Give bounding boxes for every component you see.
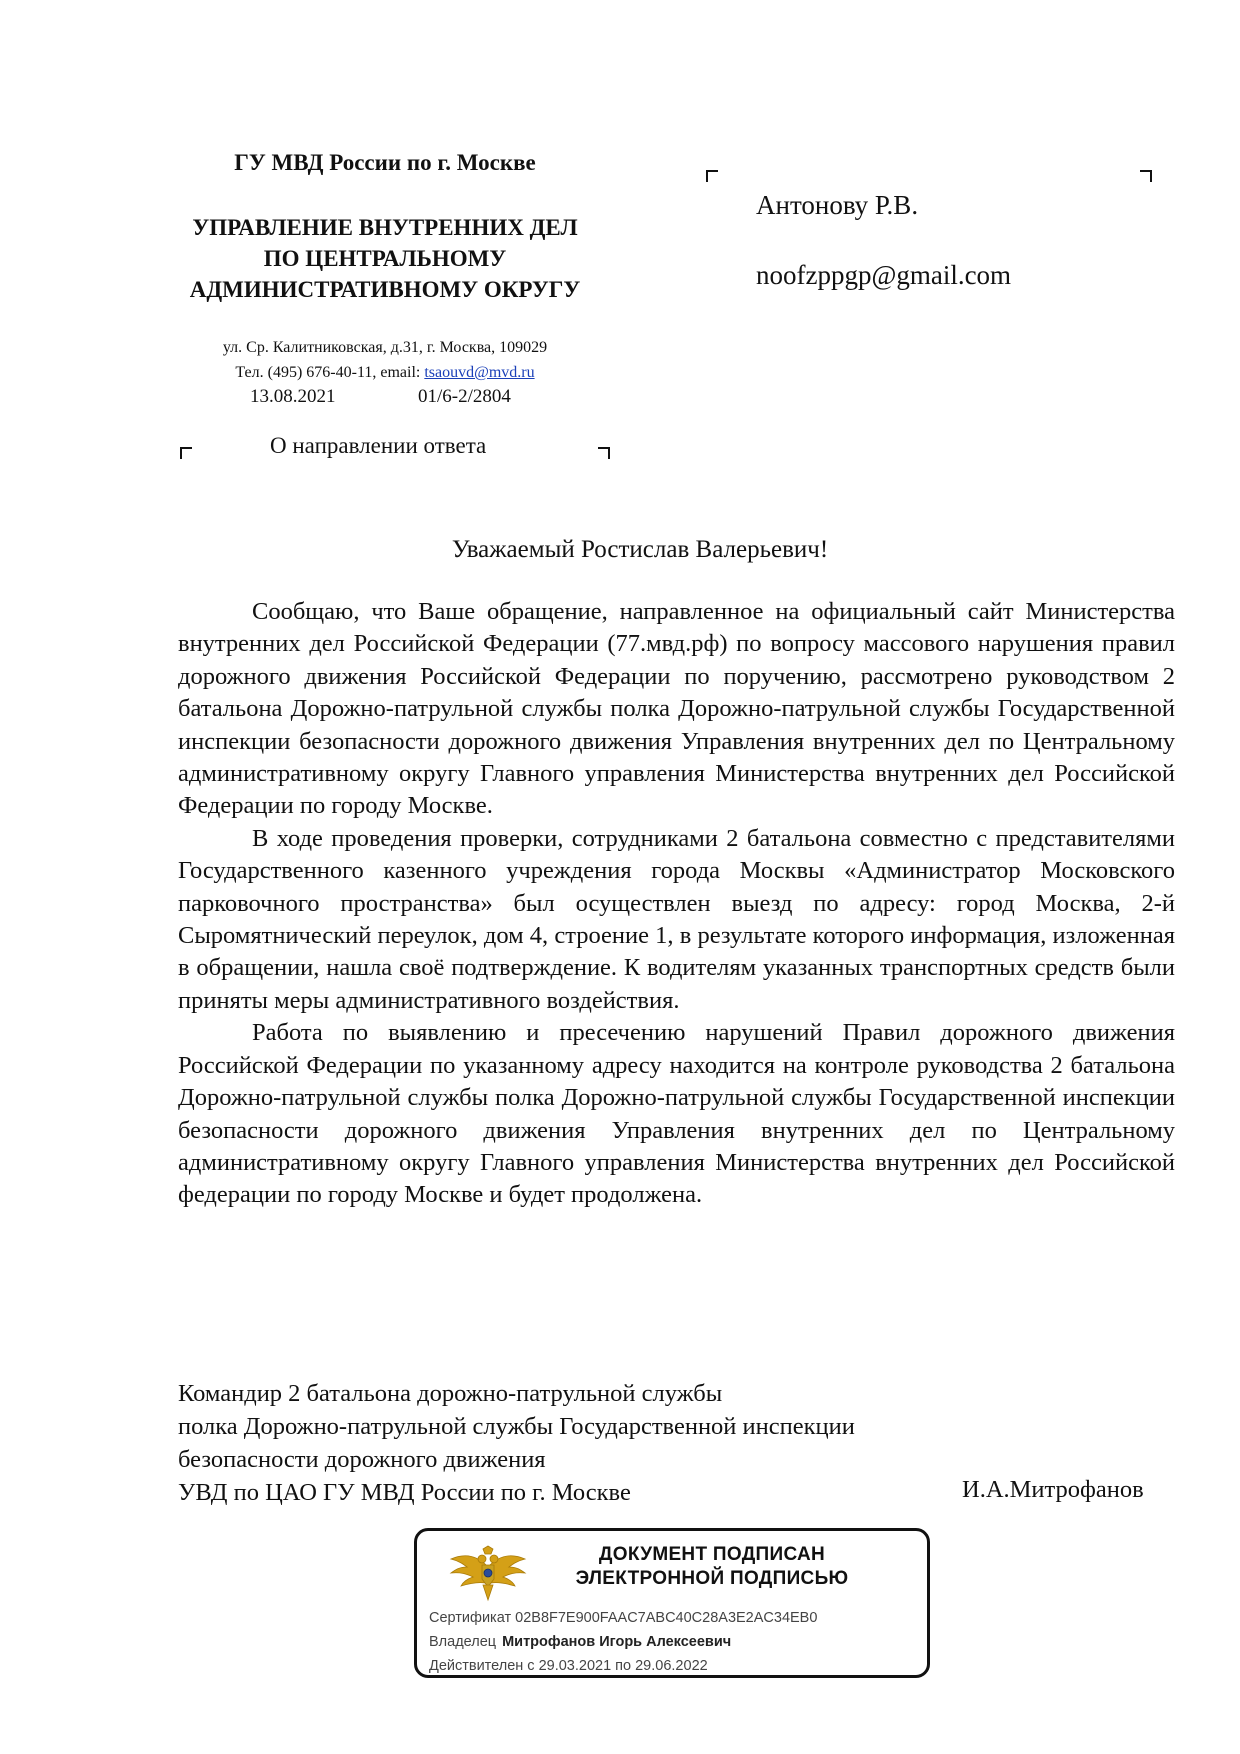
recipient-name: Антонову Р.В. — [756, 190, 919, 220]
double-headed-eagle-emblem-icon — [447, 1545, 529, 1608]
organization-name: ГУ МВД России по г. Москве — [234, 150, 536, 175]
electronic-signature-stamp — [414, 1528, 930, 1678]
letter-body — [178, 596, 1175, 1212]
phone-text: Тел. (495) 676-40-11, email: — [235, 364, 425, 381]
validity-line: Действителен с 29.03.2021 по 29.06.2022 — [429, 1658, 708, 1674]
certificate-line — [429, 1606, 817, 1630]
body-paragraph: Сообщаю, что Ваше обращение, направленное на официальный сайт Министерства внутренних дел Российской Федерации (77.мвд.рф) по вопросу массового нарушения правил дорожного движения Российской Федерации по поручению, рассмотрено руководством 2 батальона Дорожно-патрульной службы полка Дорожно-патрульной службы Государственной инспекции безопасности дорожного движения Управления внутренних дел по Центральному административному округу Главного управления Министерства внутренних дел Российской Федерации по городу Москве. — [178, 598, 1175, 820]
letter-date: 13.08.2021 — [250, 386, 336, 407]
owner-label: Владелец — [429, 1634, 497, 1650]
owner-line — [429, 1630, 817, 1654]
certificate-label: Сертификат — [429, 1610, 512, 1626]
department-line: ПО ЦЕНТРАЛЬНОМУ — [263, 246, 507, 271]
body-paragraph: В ходе проведения проверки, сотрудниками 2 батальона совместно с представителями Государственного казенного учреждения города Москвы «Администратор Московского парковочного пространства» был осуществлен выезд по адресу: город Москва, 2-й Сыромятнический переулок, дом 4, строение 1, в результате которого информация, изложенная в обращении, нашла своё подтверждение. К водителям указанных транспортных средств были приняты меры административного воздействия. — [178, 824, 1175, 1014]
letter-subject: О направлении ответа — [270, 433, 487, 458]
stamp-details — [429, 1606, 817, 1678]
body-paragraph: Работа по выявлению и пресечению нарушений Правил дорожного движения Российской Федерации по указанному адресу находится на контроле руководства 2 батальона Дорожно-патрульной службы полка Дорожно-патрульной службы Государственной инспекции безопасности дорожного движения Управления внутренних дел по Центральному административному округу Главного управления Министерства внутренних дел Российской федерации по городу Москве и будет продолжена. — [178, 1019, 1175, 1209]
corner-mark — [180, 447, 192, 459]
corner-mark — [706, 170, 718, 182]
stamp-title — [547, 1543, 877, 1591]
corner-mark — [598, 447, 610, 459]
department-line: УПРАВЛЕНИЕ ВНУТРЕННИХ ДЕЛ — [192, 215, 578, 240]
signer-position — [178, 1377, 855, 1509]
letter-number: 01/6-2/2804 — [418, 386, 511, 407]
position-line: УВД по ЦАО ГУ МВД России по г. Москве — [178, 1479, 631, 1506]
contact-line — [170, 360, 600, 385]
department-name — [170, 212, 600, 305]
signer-name: И.А.Митрофанов — [962, 1476, 1144, 1503]
stamp-title-line: ДОКУМЕНТ ПОДПИСАН — [598, 1544, 826, 1565]
corner-mark — [1140, 170, 1152, 182]
email-link[interactable]: tsaouvd@mvd.ru — [424, 364, 535, 381]
address-line: ул. Ср. Калитниковская, д.31, г. Москва, 109029 — [222, 339, 548, 356]
certificate-value: 02B8F7E900FAAC7ABC40C28A3E2AC34EB0 — [515, 1610, 818, 1626]
recipient-email: noofzppgp@gmail.com — [756, 260, 1012, 290]
greeting: Уважаемый Ростислав Валерьевич! — [451, 536, 829, 563]
department-line: АДМИНИСТРАТИВНОМУ ОКРУГУ — [189, 277, 581, 302]
position-line: Командир 2 батальона дорожно-патрульной службы — [178, 1380, 723, 1407]
position-line: безопасности дорожного движения — [178, 1446, 546, 1473]
position-line: полка Дорожно-патрульной службы Государственной инспекции — [178, 1413, 855, 1440]
stamp-title-line: ЭЛЕКТРОННОЙ ПОДПИСЬЮ — [575, 1568, 849, 1589]
owner-value: Митрофанов Игорь Алексеевич — [502, 1634, 732, 1650]
address-block — [170, 335, 600, 385]
